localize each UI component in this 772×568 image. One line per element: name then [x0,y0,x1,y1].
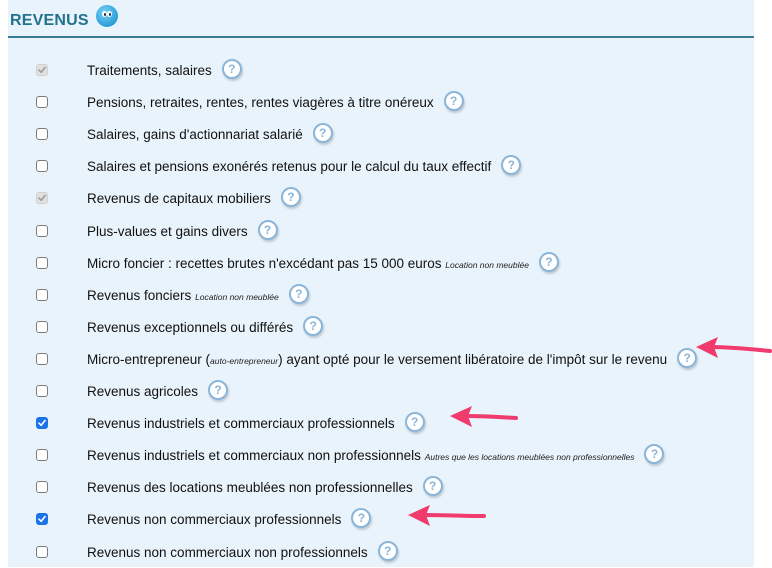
help-icon[interactable]: ? [405,412,425,432]
checkbox[interactable] [36,225,48,237]
checkbox[interactable] [36,160,48,172]
item-label [87,512,371,528]
checkbox[interactable] [36,289,48,301]
item-label-text: Revenus industriels et commerciaux non professionnels [87,448,421,463]
item-note: Location non meublée [195,292,279,302]
item-label-text: Revenus de capitaux mobiliers [87,191,271,206]
checkbox-row[interactable] [0,311,760,343]
checkbox-row[interactable] [0,279,760,311]
checkbox[interactable] [36,128,48,140]
checkbox[interactable] [36,96,48,108]
item-note: Location non meublée [445,260,529,270]
item-label-text: Pensions, retraites, rentes, rentes viagères à titre onéreux [87,95,434,110]
item-label-text: Micro-entrepreneur ( [87,352,211,367]
item-label [87,224,278,240]
checkbox-row[interactable] [0,375,760,407]
checkbox-row[interactable] [0,503,760,535]
help-icon[interactable]: ? [258,220,278,240]
checkbox-row[interactable] [0,150,760,182]
checkbox-row[interactable] [0,343,760,375]
item-label [87,191,301,207]
item-note: Autres que les locations meublées non professionnelles [424,452,635,462]
item-label [87,545,398,561]
help-icon[interactable]: ? [313,123,333,143]
item-label [87,480,443,496]
item-label-text: Revenus fonciers [87,288,192,303]
help-icon[interactable]: ? [423,476,443,496]
annotation-arrow-icon [690,334,772,362]
checkbox-row[interactable] [0,439,760,471]
item-label [87,352,697,368]
checkbox-row[interactable] [0,118,760,150]
item-note: auto-entrepreneur [210,356,279,366]
item-label [87,95,464,111]
item-label-text: Salaires et pensions exonérés retenus pour le calcul du taux effectif [87,159,492,174]
item-label-text: Revenus non commerciaux non professionnels [87,545,368,560]
item-label-text: ) ayant opté pour le versement libératoire de l'impôt sur le revenu [278,352,668,367]
checkbox-row[interactable] [0,536,760,568]
item-label-text: Plus-values et gains divers [87,224,248,239]
checkbox[interactable] [36,481,48,493]
item-label-text: Revenus industriels et commerciaux professionnels [87,416,395,431]
help-icon[interactable]: ? [444,91,464,111]
item-label [87,448,664,464]
checkbox-row[interactable] [0,182,760,214]
item-label-text: Revenus exceptionnels ou différés [87,320,294,335]
checkbox[interactable] [36,513,48,525]
item-label-text: Traitements, salaires [87,63,212,78]
annotation-arrow-icon [446,404,518,430]
section-title: REVENUS [10,12,89,29]
section-header [8,0,754,38]
item-label-text: Revenus non commerciaux professionnels [87,512,342,527]
annotation-arrow-icon [404,503,486,529]
item-label-text: Micro foncier : recettes brutes n'excédant pas 15 000 euros [87,256,442,271]
help-icon[interactable]: ? [644,444,664,464]
help-icon[interactable]: ? [378,541,398,561]
checkbox [36,64,48,76]
help-icon[interactable]: ? [501,155,521,175]
checkbox[interactable] [36,353,48,365]
checkbox-row[interactable] [0,215,760,247]
mascot-icon[interactable] [96,5,118,27]
help-icon[interactable]: ? [677,348,697,368]
item-label [87,63,242,79]
checkbox-row[interactable] [0,54,760,86]
item-label [87,288,309,304]
checkbox-row[interactable] [0,407,760,439]
checkbox[interactable] [36,385,48,397]
item-label [87,127,333,143]
help-icon[interactable]: ? [222,59,242,79]
item-label [87,159,521,175]
checkbox-row[interactable] [0,471,760,503]
item-label [87,256,559,272]
checkbox-row[interactable] [0,247,760,279]
help-icon[interactable]: ? [539,252,559,272]
item-label-text: Revenus des locations meublées non professionnelles [87,480,413,495]
help-icon[interactable]: ? [289,284,309,304]
help-icon[interactable]: ? [303,316,323,336]
checkbox[interactable] [36,321,48,333]
item-label [87,416,425,432]
checkbox [36,192,48,204]
checkbox[interactable] [36,257,48,269]
help-icon[interactable]: ? [351,508,371,528]
help-icon[interactable]: ? [281,187,301,207]
item-label-text: Salaires, gains d'actionnariat salarié [87,127,303,142]
checkbox[interactable] [36,546,48,558]
item-label-text: Revenus agricoles [87,384,199,399]
checkbox[interactable] [36,449,48,461]
item-label [87,384,228,400]
help-icon[interactable]: ? [208,380,228,400]
item-label [87,320,323,336]
checkbox[interactable] [36,417,48,429]
checkbox-row[interactable] [0,86,760,118]
